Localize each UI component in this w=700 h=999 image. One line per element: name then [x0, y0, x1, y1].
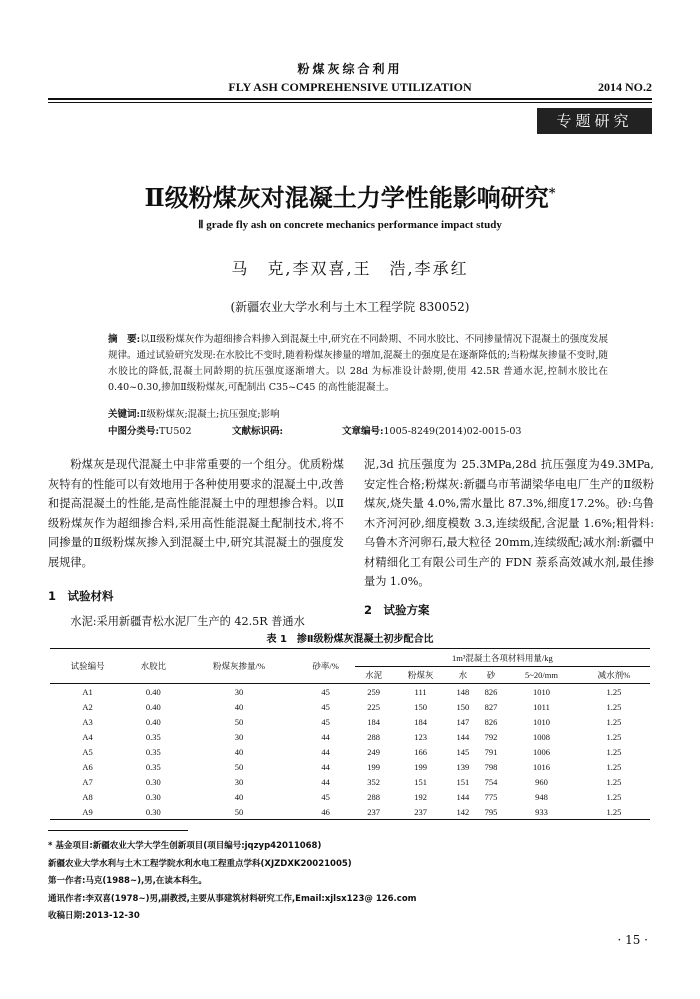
doc-block [232, 423, 342, 437]
footnote-received-date: 收稿日期:2013-12-30 [48, 911, 140, 921]
mix-proportion-table [50, 648, 650, 820]
table-cell: 40 [234, 746, 244, 757]
table-cell: 44 [321, 731, 330, 742]
table-cell: 791 [484, 746, 498, 757]
table-cell: 144 [456, 791, 470, 802]
table-cell: 111 [414, 686, 427, 697]
table-cell: 139 [456, 761, 470, 772]
col-header-gravel: 5~20/mm [505, 667, 578, 684]
table-cell: 123 [414, 731, 427, 742]
table-cell: 0.30 [145, 791, 161, 802]
table-cell: 30 [234, 731, 244, 742]
table-cell: 30 [234, 686, 244, 697]
table-cell: 0.35 [145, 761, 161, 772]
table-cell: 45 [321, 686, 330, 697]
section-heading-1: 1 试验材料 [48, 589, 114, 603]
footnote-rule [48, 830, 188, 831]
section-heading-2: 2 试验方案 [364, 603, 430, 617]
table-cell: 1006 [533, 746, 551, 757]
article-meta [108, 423, 628, 437]
table-cell: 795 [477, 804, 505, 820]
article-block [342, 423, 521, 437]
table-cell: 288 [367, 731, 380, 742]
table-cell: 1.25 [606, 701, 622, 712]
table-row [50, 789, 650, 804]
table-cell: 1010 [533, 686, 551, 697]
table-cell: 1.25 [606, 791, 622, 802]
table-cell: 45 [321, 791, 330, 802]
table-cell: 1016 [533, 761, 551, 772]
abstract-text: 以Ⅱ级粉煤灰作为超细掺合料掺入到混凝土中,研究在不同龄期、不同水胶比、不同掺量情况下混凝土的强度发展规律。通过试验研究发现:在水胶比不变时,随着粉煤灰掺量的增加,混凝土的强度是在逐渐降低的;当粉煤灰掺量不变时,随水胶比的降低,混凝土同龄期的抗压强度逐渐增大。以 28d 为标准设计龄期,使用 42.5R 普通水泥,控制水胶比在 0.40~0.30,掺加Ⅱ级粉煤灰,可配制出 C35~C45 的高性能混凝土。 [108, 334, 608, 393]
table-cell: 249 [367, 746, 380, 757]
table-cell: 1.25 [578, 804, 650, 820]
table-cell: 46 [296, 804, 354, 820]
table-cell: 792 [484, 731, 498, 742]
table-cell: 147 [456, 716, 470, 727]
cement-paragraph: 水泥:采用新疆青松水泥厂生产的 42.5R 普通水 [70, 615, 305, 628]
col-header-water: 水 [449, 667, 477, 684]
table-cell: 259 [367, 686, 380, 697]
table-row [50, 774, 650, 789]
table-cell: 826 [484, 716, 498, 727]
intro-paragraph: 粉煤灰是现代混凝土中非常重要的一个组分。优质粉煤灰特有的性能可以有效地用于各种使用要求的混凝土中,改善和提高混凝土的性能,是高性能混凝土中的理想掺合料。以Ⅱ级粉煤灰作为超细掺合料,采用高性能混凝土配制技术,将不同掺量的Ⅱ级粉煤灰掺入到混凝土中,研究其混凝土的强度发展规律。 [48, 458, 344, 569]
table-cell: 1011 [533, 701, 550, 712]
table-cell: 798 [484, 761, 498, 772]
clc-value: TU502 [159, 426, 192, 437]
table-cell: A9 [50, 804, 125, 820]
journal-name-en: FLY ASH COMPREHENSIVE UTILIZATION [228, 80, 472, 94]
table-cell: 192 [414, 791, 427, 802]
table-cell: 199 [367, 761, 380, 772]
issue-number: 2014 NO.2 [598, 80, 652, 94]
table-cell: 151 [414, 776, 427, 787]
table-cell: 44 [321, 776, 330, 787]
table-cell: 1.25 [606, 686, 622, 697]
body-left-column [48, 455, 344, 572]
col-header-sand: 砂率/% [296, 649, 354, 684]
table-cell: 225 [367, 701, 380, 712]
table-cell: 144 [456, 731, 470, 742]
table-cell: A7 [82, 776, 93, 787]
keywords-text: Ⅱ级粉煤灰;混凝土;抗压强度;影响 [140, 409, 280, 420]
table-cell: 0.35 [145, 746, 161, 757]
keywords [108, 406, 608, 420]
table-cell: 1.25 [606, 761, 622, 772]
table-cell: 0.40 [145, 701, 161, 712]
table-cell: 0.40 [145, 686, 161, 697]
table-row [50, 744, 650, 759]
table-cell: 45 [321, 716, 330, 727]
table-cell: A5 [82, 746, 93, 757]
table-cell: 237 [355, 804, 393, 820]
table-cell: 184 [367, 716, 380, 727]
footnote-discipline: 新疆农业大学水利与土木工程学院水利水电工程重点学科(XJZDXK20021005) [48, 858, 352, 869]
table-cell: 150 [414, 701, 427, 712]
table-cell: 237 [392, 804, 448, 820]
table-cell: 827 [484, 701, 498, 712]
col-header-cement: 水泥 [355, 667, 393, 684]
authors: 马 克,李双喜,王 浩,李承红 [231, 259, 469, 278]
title-star: * [548, 186, 556, 201]
affiliation: (新疆农业大学水利与土木工程学院 830052) [230, 300, 470, 314]
table-cell: 1008 [533, 731, 551, 742]
title-text: Ⅱ级粉煤灰对混凝土力学性能影响研究 [144, 183, 549, 212]
col-header-id: 试验编号 [50, 649, 125, 684]
table-cell: 40 [234, 701, 244, 712]
table-cell: 148 [456, 686, 470, 697]
col-header-group: 1m³混凝土各项材料用量/kg [355, 649, 650, 667]
table-cell: 775 [484, 791, 498, 802]
doc-code-label: 文献标识码: [232, 426, 284, 437]
table-cell: 45 [321, 701, 330, 712]
footnote-corresponding-author: 通讯作者:李双喜(1978~)男,副教授,主要从事建筑材料研究工作,Email:xjlsx123@ 126.com [48, 893, 417, 904]
paper-title-cn [0, 178, 700, 213]
keywords-label: 关键词: [108, 409, 141, 420]
table-cell: A1 [82, 686, 93, 697]
table-cell: 150 [456, 701, 470, 712]
table-cell: A6 [82, 761, 93, 772]
table-cell: 40 [234, 791, 244, 802]
table-cell: 50 [234, 716, 244, 727]
table-cell: 933 [505, 804, 578, 820]
paper-title-en: Ⅱ grade fly ash on concrete mechanics performance impact study [198, 219, 502, 231]
table-cell: A2 [82, 701, 93, 712]
article-no-value: 1005-8249(2014)02-0015-03 [383, 426, 522, 437]
table-cell: 166 [414, 746, 427, 757]
table-cell: 1.25 [606, 731, 622, 742]
table-cell: 184 [414, 716, 427, 727]
col-header-reducer: 减水剂% [578, 667, 650, 684]
table-cell: A3 [82, 716, 93, 727]
table-row [50, 729, 650, 744]
footnote-first-author: 第一作者:马克(1988~),男,在读本科生。 [48, 876, 207, 886]
table-cell: 754 [484, 776, 498, 787]
table-cell: 50 [234, 761, 244, 772]
table-cell: 0.30 [145, 776, 161, 787]
table-cell: 199 [414, 761, 427, 772]
footnote-fund: * 基金项目:新疆农业大学大学生创新项目(项目编号:jqzyp42011068) [48, 841, 322, 851]
materials-paragraph: 泥,3d 抗压强度为 25.3MPa,28d 抗压强度为49.3MPa,安定性合格;粉煤灰:新疆乌市苇湖梁华电电厂生产的Ⅱ级粉煤灰,烧失量 4.0%,需水量比 87.3%,细度17.2%。砂:乌鲁木齐河河砂,细度模数 3.3,连续级配,含泥量 1.6%;粗骨料:乌鲁木齐河卵石,最大粒径 20mm,连续级配;减水剂:新疆中材精细化工有限公司生产的 FDN 萘系高效减水剂,最佳掺量为 1.0%。 [364, 458, 654, 588]
clc-label: 中图分类号: [108, 426, 160, 437]
table-cell: 50 [182, 804, 297, 820]
page-number: · 15 · [617, 933, 648, 947]
col-header-sandamt: 砂 [477, 667, 505, 684]
table-cell: 1.25 [606, 776, 622, 787]
table-cell: 948 [535, 791, 548, 802]
table-row [50, 699, 650, 714]
table-row [50, 759, 650, 774]
body-right-column [364, 455, 654, 592]
table-cell: 44 [321, 761, 330, 772]
table-cell: 0.40 [145, 716, 161, 727]
table-caption: 表 1 掺Ⅱ级粉煤灰混凝土初步配合比 [266, 634, 434, 645]
table-cell: 142 [449, 804, 477, 820]
table-cell: A4 [82, 731, 93, 742]
table-cell: 960 [535, 776, 548, 787]
col-header-flyash: 粉煤灰 [392, 667, 448, 684]
footnotes [48, 838, 648, 926]
table-cell: A8 [82, 791, 93, 802]
table-body [50, 684, 650, 820]
col-header-fa: 粉煤灰掺量/% [182, 649, 297, 684]
table-cell: 145 [456, 746, 470, 757]
table-cell: 0.35 [145, 731, 161, 742]
col-header-wb: 水胶比 [125, 649, 181, 684]
table-cell: 44 [321, 746, 330, 757]
table-cell: 151 [456, 776, 470, 787]
article-no-label: 文章编号: [342, 426, 384, 437]
table-cell: 30 [234, 776, 244, 787]
journal-name-cn: 粉煤灰综合利用 [297, 62, 403, 76]
table-cell: 288 [367, 791, 380, 802]
abstract [108, 332, 608, 396]
header-rule-thick [48, 98, 652, 100]
table-cell: 1.25 [606, 716, 622, 727]
table-row [50, 714, 650, 729]
table-cell: 1.25 [606, 746, 622, 757]
header-rule-thin [48, 102, 652, 103]
table-cell: 1010 [533, 716, 551, 727]
section-badge: 专题研究 [537, 108, 652, 134]
table-cell: 0.30 [125, 804, 181, 820]
table-cell: 826 [484, 686, 498, 697]
clc-block [108, 423, 232, 437]
table-row [50, 804, 650, 820]
abstract-label: 摘 要: [108, 334, 141, 345]
table-cell: 352 [367, 776, 380, 787]
table-row [50, 684, 650, 700]
